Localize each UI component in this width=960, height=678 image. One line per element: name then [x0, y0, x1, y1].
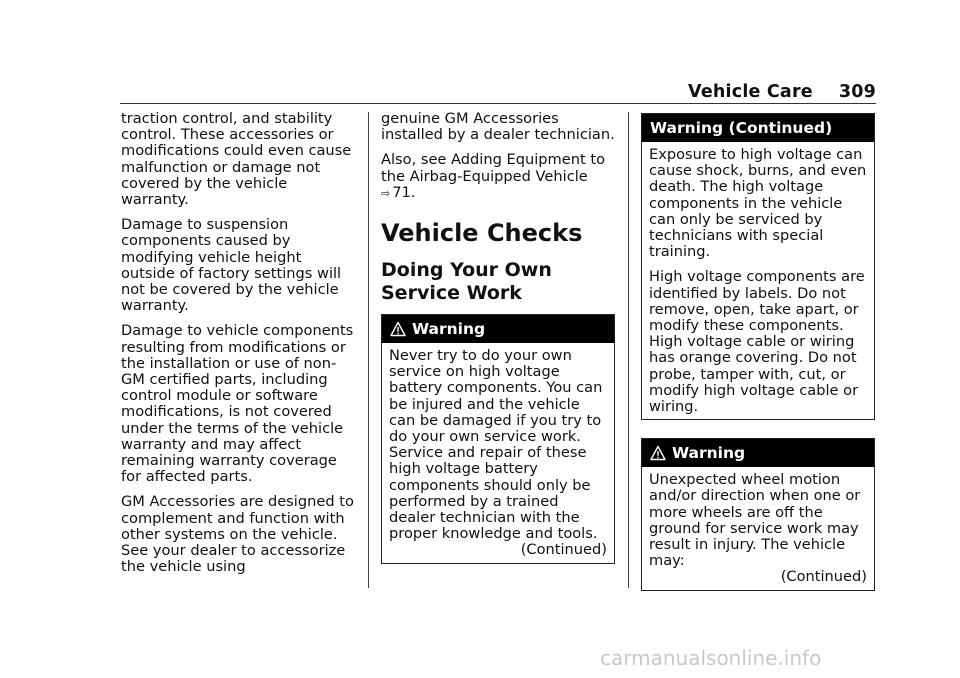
column-2 — [381, 111, 616, 564]
paragraph: Damage to vehicle components resulting from modifications or the installation or use of non-GM certified parts, including control module or software modifications, is not covered under the terms of the vehicle warranty and may affect remaining warranty coverage for affected parts. — [121, 322, 354, 486]
column-divider-1 — [368, 112, 369, 588]
warning-title-bar — [642, 439, 874, 467]
warning-triangle-icon — [650, 445, 666, 461]
paragraph: GM Accessories are designed to complement and function with other systems on the vehicle. See your dealer to accessorize the vehicle using — [121, 493, 354, 576]
warning-body — [382, 343, 614, 563]
column-1 — [121, 111, 355, 575]
warning-body — [642, 467, 874, 589]
continued-label: (Continued) — [520, 541, 607, 559]
page-number: 309 — [838, 82, 876, 102]
warning-box-continued — [641, 113, 875, 420]
section-title: Vehicle Care — [688, 82, 813, 102]
paragraph: traction control, and stability control. These accessories or modifications could even cause malfunction or damage not covered by the vehicle warranty. — [121, 110, 352, 209]
paragraph: Damage to suspension components caused by modifying vehicle height outside of factory settings will not be covered by the vehicle warranty. — [121, 216, 342, 315]
column-divider-2 — [628, 112, 629, 588]
warning-box — [381, 314, 615, 564]
warning-triangle-icon — [390, 321, 406, 337]
paragraph: genuine GM Accessories installed by a dealer technician. — [381, 110, 615, 144]
warning-text: Unexpected wheel motion and/or direction when one or more wheels are off the ground for service work may result in injury. The vehicle may: — [649, 471, 861, 570]
page-reference-link[interactable]: 71. — [392, 183, 416, 201]
warning-text: Never try to do your own service on high voltage battery components. You can be injured and the vehicle can be damaged if you try to do your own service work. Service and repair of these high voltage battery components should only be performed by a trained dealer technician with the proper knowledge and tools. — [389, 347, 603, 543]
watermark: carmanualsonline.info — [600, 646, 822, 670]
warning-title: Warning (Continued) — [650, 119, 833, 137]
continued-label: (Continued) — [780, 568, 867, 586]
warning-body — [642, 142, 874, 419]
column-3 — [641, 111, 877, 591]
warning-title: Warning — [672, 444, 746, 463]
cross-reference-paragraph — [381, 152, 616, 202]
page-header — [120, 82, 876, 104]
warning-text: Exposure to high voltage can cause shock, burns, and even death. The high voltage components in the vehicle can only be serviced by technicians with special training. — [649, 146, 867, 261]
page-reference-icon: ⇨ — [381, 186, 391, 200]
header-rule — [120, 103, 876, 104]
warning-title-bar — [642, 114, 874, 142]
warning-title: Warning — [412, 320, 486, 339]
warning-box — [641, 438, 875, 590]
section-heading: Vehicle Checks — [381, 219, 583, 248]
warning-title-bar — [382, 315, 614, 343]
warning-text: High voltage components are identified by labels. Do not remove, open, take apart, or modify these components. High voltage cable or wiring has orange covering. Do not probe, tamper with, cut, or modify high voltage cable or wiring. — [649, 268, 865, 416]
paragraph-text: Also, see Adding Equipment to the Airbag-Equipped Vehicle — [381, 151, 606, 185]
subsection-heading: Doing Your Own Service Work — [381, 259, 552, 305]
